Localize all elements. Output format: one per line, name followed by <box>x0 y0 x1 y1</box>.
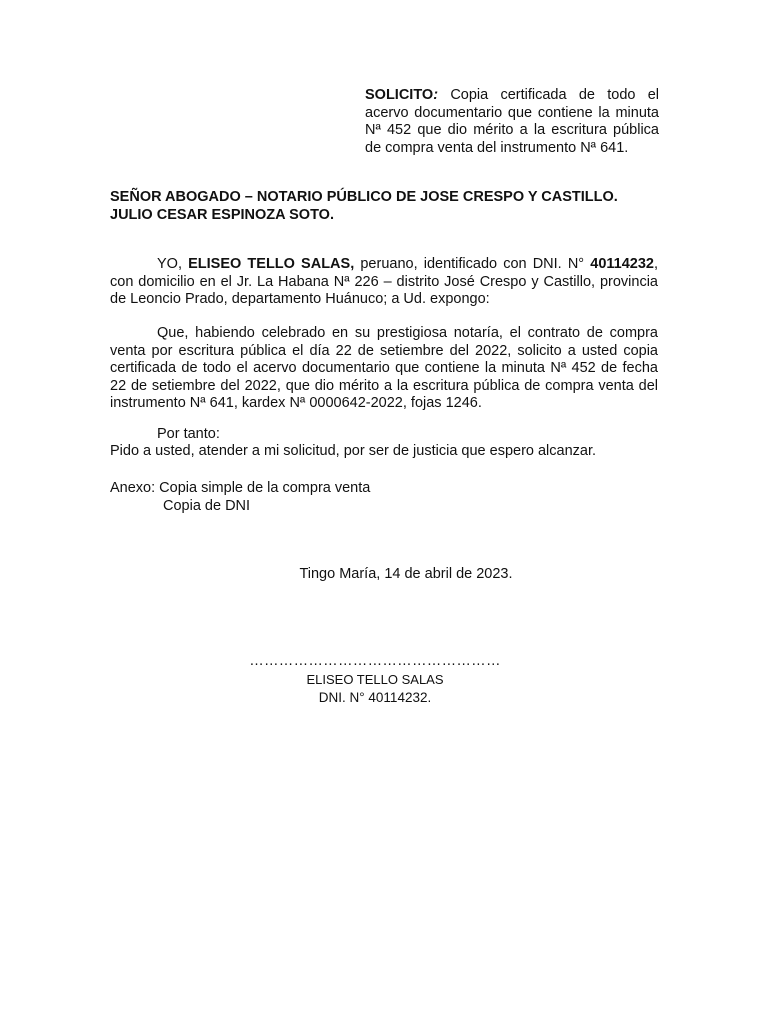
intro-yo: YO, <box>157 256 189 272</box>
intro-paragraph <box>110 256 658 309</box>
place-date: Tingo María, 14 de abril de 2023. <box>299 566 513 582</box>
intro-mid: peruano, identificado con DNI. N° <box>354 256 591 272</box>
applicant-name: ELISEO TELLO SALAS, <box>188 256 355 272</box>
request-text: Copia certificada de todo el acervo documentario que contiene la minuta Nª 452 que dio mérito a la escritura pública de compra venta del instrumento Nª 641. <box>365 87 659 156</box>
signature-dni: DNI. N° 40114232. <box>318 689 432 705</box>
por-tanto: Por tanto: <box>157 426 220 442</box>
annex-line-2: Copia de DNI <box>163 497 251 514</box>
signature-line: …………………………………………… <box>249 653 501 669</box>
applicant-dni: 40114232 <box>590 256 654 272</box>
petition-line: Pido a usted, atender a mi solicitud, por ser de justicia que espero alcanzar. <box>110 443 597 459</box>
request-label: SOLICITO <box>365 87 434 103</box>
addressee-line-1: SEÑOR ABOGADO – NOTARIO PÚBLICO DE JOSE CRESPO Y CASTILLO. <box>110 189 618 205</box>
main-paragraph: Que, habiendo celebrado en su prestigiosa notaría, el contrato de compra venta por escritura pública el día 22 de setiembre del 2022, solicito a usted copia certificada de todo el acervo documentario que contiene la minuta Nª 452 de fecha 22 de setiembre del 2022, que dio mérito a la escritura pública de compra venta del instrumento Nª 641, kardex Nª 0000642-2022, fojas 1246. <box>110 325 658 411</box>
annex-block <box>110 480 510 515</box>
annex-line-1: Anexo: Copia simple de la compra venta <box>110 480 371 496</box>
addressee-block <box>110 188 670 224</box>
intro-rest: , con domicilio en el Jr. La Habana Nª 226 – distrito José Crespo y Castillo, provincia de Leoncio Prado, departamento Huánuco; a Ud. expongo: <box>110 256 658 307</box>
request-block <box>365 87 659 157</box>
signature-name: ELISEO TELLO SALAS <box>306 671 444 687</box>
request-colon: : <box>433 87 439 103</box>
signature-block <box>230 653 520 707</box>
addressee-line-2: JULIO CESAR ESPINOZA SOTO. <box>110 207 334 223</box>
